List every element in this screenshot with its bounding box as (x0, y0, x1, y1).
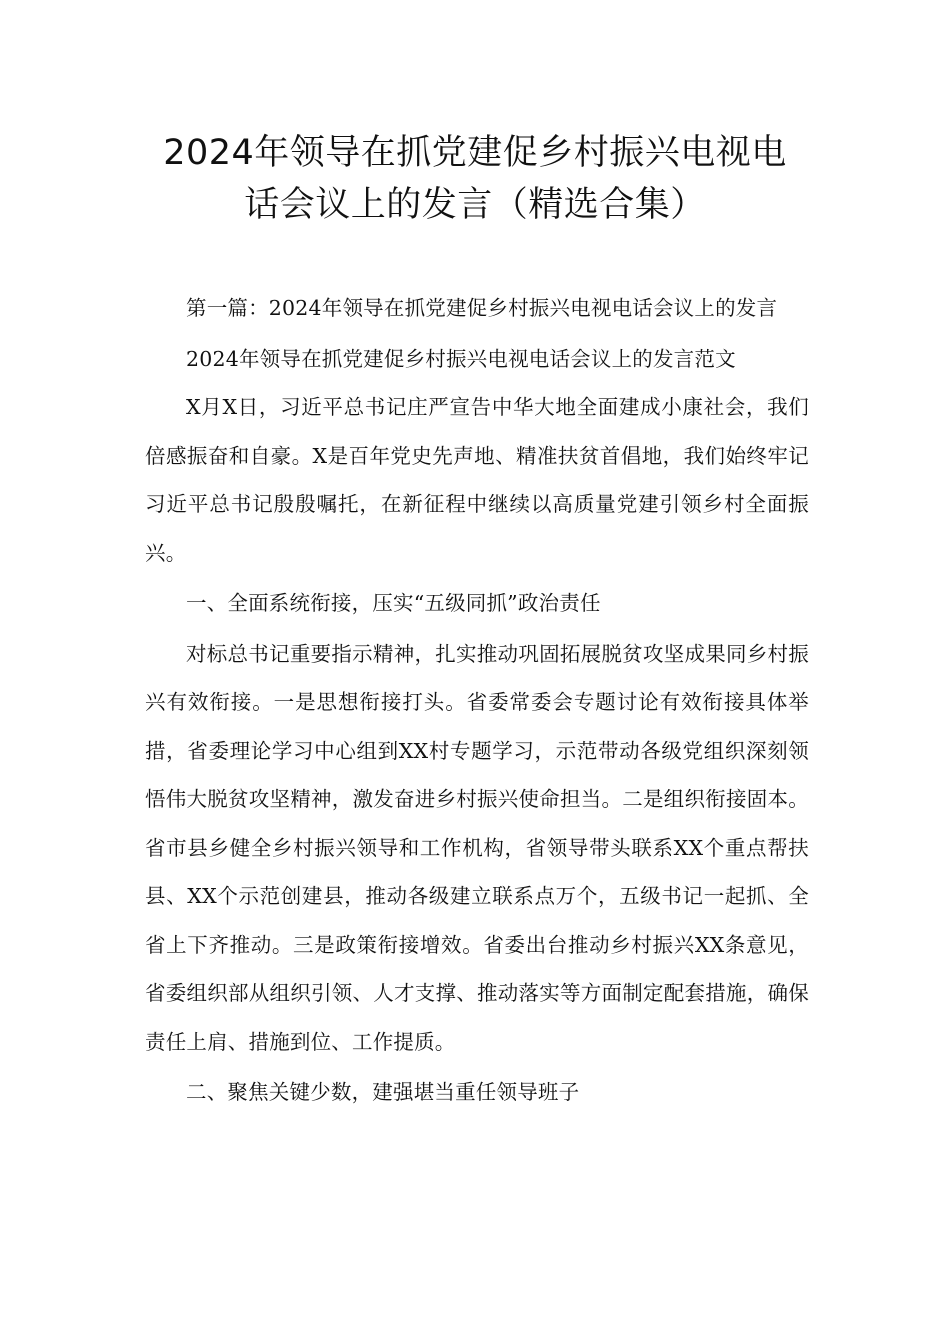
document-title (120, 127, 830, 231)
paragraph-part-one-heading: 第一篇：2024年领导在抓党建促乡村振兴电视电话会议上的发言 (186, 296, 778, 320)
section-heading-1: 一、全面系统衔接，压实“五级同抓”政治责任 (186, 591, 601, 615)
title-line-2: 话会议上的发言（精选合集） (244, 185, 706, 225)
section-heading-2: 二、聚焦关键少数，建强堪当重任领导班子 (186, 1080, 580, 1104)
paragraph-subtitle: 2024年领导在抓党建促乡村振兴电视电话会议上的发言范文 (186, 346, 736, 371)
document-body (145, 284, 809, 1117)
paragraph-intro: X月X日，习近平总书记庄严宣告中华大地全面建成小康社会，我们倍感振奋和自豪。X是百年党史先声地、精准扶贫首倡地，我们始终牢记习近平总书记殷殷嘱托，在新征程中继续以高质量党建引领乡村全面振兴。 (145, 395, 809, 565)
paragraph-section-1: 对标总书记重要指示精神，扎实推动巩固拓展脱贫攻坚成果同乡村振兴有效衔接。一是思想衔接打头。省委常委会专题讨论有效衔接具体举措，省委理论学习中心组到XX村专题学习，示范带动各级党组织深刻领悟伟大脱贫攻坚精神，激发奋进乡村振兴使命担当。二是组织衔接固本。省市县乡健全乡村振兴领导和工作机构，省领导带头联系XX个重点帮扶县、XX个示范创建县，推动各级建立联系点万个，五级书记一起抓、全省上下齐推动。三是政策衔接增效。省委出台推动乡村振兴XX条意见，省委组织部从组织引领、人才支撑、推动落实等方面制定配套措施，确保责任上肩、措施到位、工作提质。 (145, 641, 809, 1054)
title-line-1: 2024年领导在抓党建促乡村振兴电视电 (163, 133, 787, 173)
